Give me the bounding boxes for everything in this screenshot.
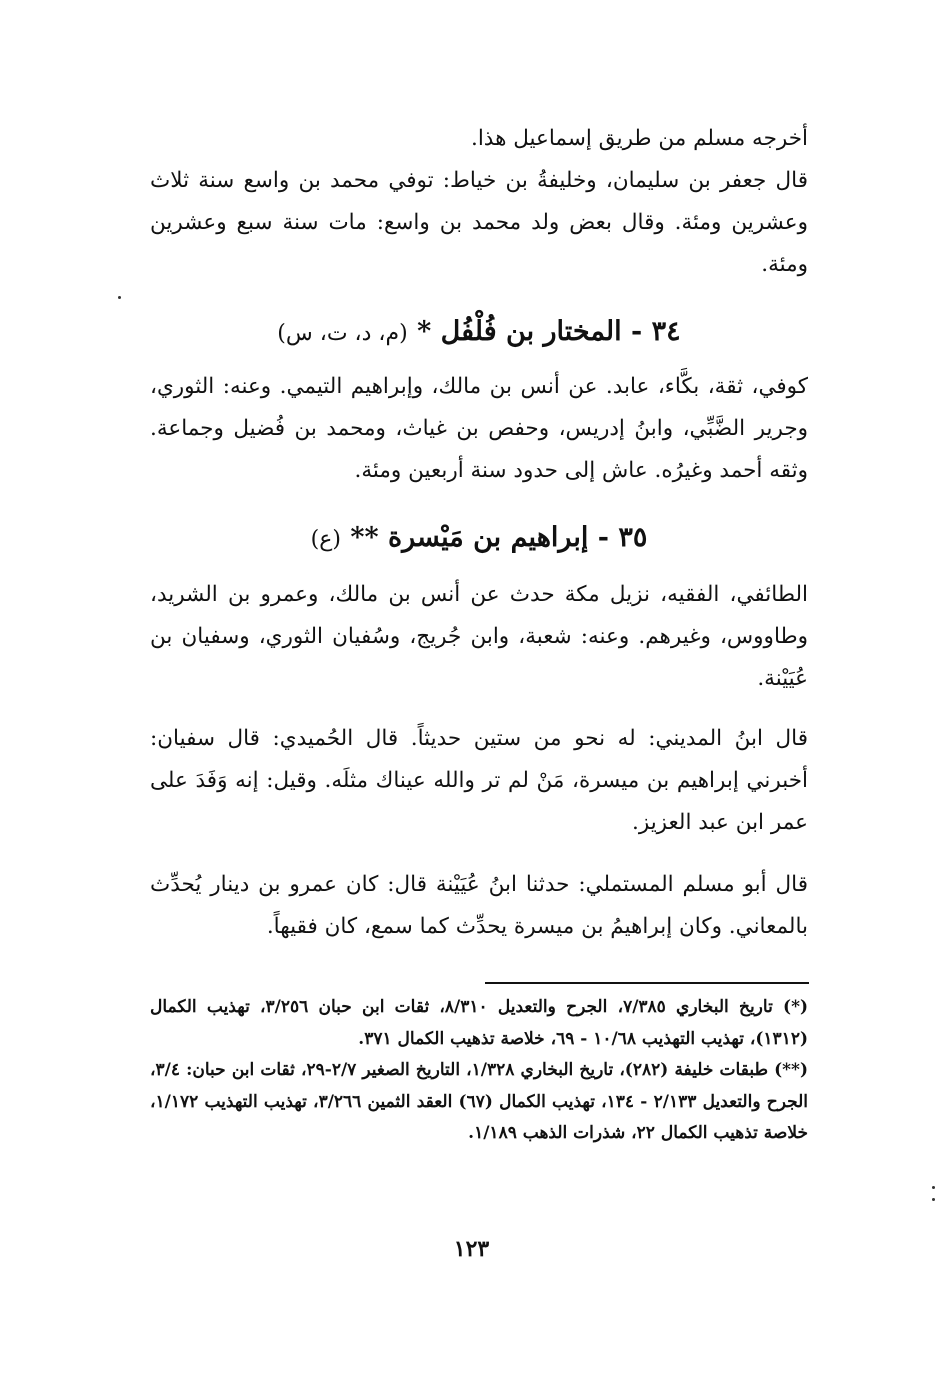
footnote-divider: [485, 982, 809, 984]
intro-block: [150, 118, 808, 286]
entry-35-title: ٣٥ - إبراهيم بن مَيْسرة **: [350, 522, 648, 553]
entry-35-sources: (ع): [310, 527, 341, 552]
scan-speck: [932, 1198, 935, 1201]
entry-35-paragraph-3: قال أبو مسلم المستملي: حدثنا ابنُ عُيَيْنة قال: كان عمرو بن دينار يُحدِّث بالمعاني. وكان إبراهيمُ بن ميسرة يحدِّث كما سمع، كان فقيهاً.: [150, 872, 808, 939]
entry-34-body: [150, 366, 808, 492]
entry-35-body-1: [150, 574, 808, 700]
entry-35-body-2: [150, 718, 808, 844]
footnote-1: (*) تاريخ البخاري ٧/٣٨٥، الجرح والتعديل ٨/٣١٠، ثقات ابن حبان ٣/٢٥٦، تهذيب الكمال (١٣١٢)، تهذيب التهذيب ١٠/٦٨ - ٦٩، خلاصة تذهيب الكمال ٣٧١.: [150, 997, 809, 1049]
intro-line-2: قال جعفر بن سليمان، وخليفةُ بن خياط: توفي محمد بن واسع سنة ثلاث وعشرين ومئة. وقال بعض ولد محمد بن واسع: مات سنة سبع وعشرين ومئة.: [150, 168, 808, 277]
entry-34-heading: [150, 312, 808, 354]
scan-speck: [118, 296, 121, 299]
entry-34-paragraph-1: كوفي، ثقة، بكَّاء، عابد. عن أنس بن مالك، وإبراهيم التيمي. وعنه: الثوري، وجرير الضَّبِّي، وابنُ إدريس، وحفص بن غياث، ومحمد بن فُضيل وجماعة. وثقه أحمد وغيرُه. عاش إلى حدود سنة أربعين ومئة.: [150, 374, 808, 483]
entry-35-paragraph-2: قال ابنُ المديني: له نحو من ستين حديثاً. قال الحُميدي: قال سفيان: أخبرني إبراهيم بن ميسرة، مَنْ لم تر والله عيناك مثلَه. وقيل: إنه وَفَدَ على عمر ابن عبد العزيز.: [150, 726, 808, 835]
footnotes: [150, 992, 808, 1150]
entry-34-title: ٣٤ - المختار بن فُلْفُل *: [417, 316, 681, 347]
entry-35-body-3: [150, 864, 808, 948]
footnote-2: (**) طبقات خليفة (٢٨٢)، تاريخ البخاري ١/٣٢٨، التاريخ الصغير ٢/٧-٢٩، ثقات ابن حبان: ٣/٤، الجرح والتعديل ٢/١٣٣ - ١٣٤، تهذيب الكمال (٦٧) العقد الثمين ٣/٢٦٦، تهذيب التهذيب ١/١٧٢، خلاصة تذهيب الكمال ٢٢، شذرات الذهب ١/١٨٩.: [150, 1060, 809, 1143]
scan-speck: [932, 1186, 935, 1189]
entry-35-paragraph-1: الطائفي، الفقيه، نزيل مكة حدث عن أنس بن مالك، وعمرو بن الشريد، وطاووس، وغيرهم. وعنه: شعبة، وابن جُريج، وسُفيان الثوري، وسفيان بن عُيَيْنة.: [150, 582, 808, 691]
intro-line-1: أخرجه مسلم من طريق إسماعيل هذا.: [470, 126, 808, 151]
entry-35-heading: [150, 518, 808, 560]
page-number: ١٢٣: [453, 1236, 490, 1262]
entry-34-sources: (م، د، ت، س): [277, 321, 408, 346]
